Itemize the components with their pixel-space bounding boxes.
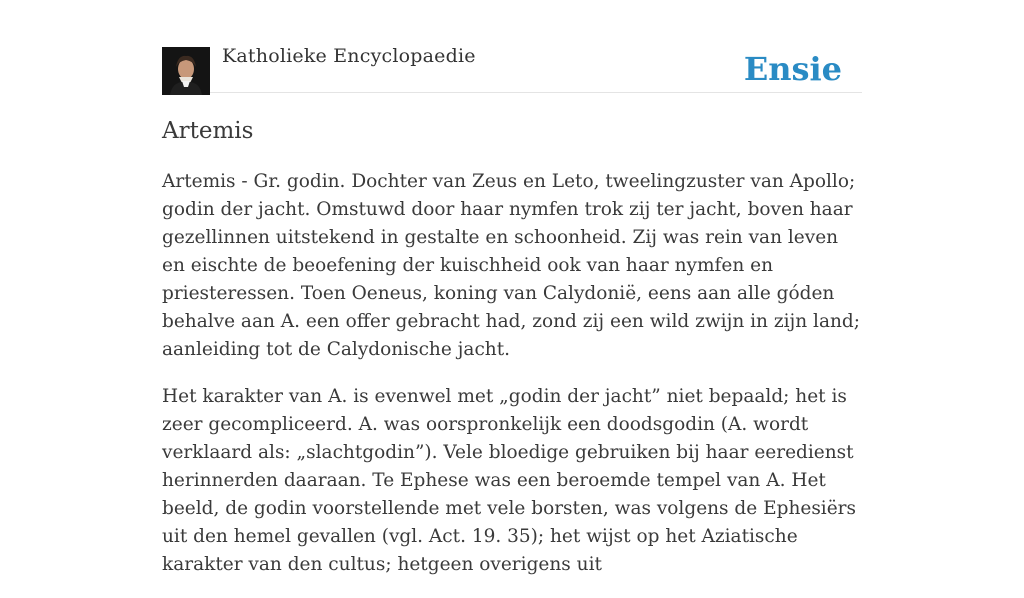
site-header [162, 0, 862, 93]
article-paragraph: Het karakter van A. is evenwel met „godin der jacht” niet bepaald; het is zeer gecompliceerd. A. was oorspronkelijk een doodsgodin (A. wordt verklaard als: „slachtgodin”). Vele bloedige gebruiken bij haar eeredienst herinnerden daaraan. Te Ephese was een beroemde tempel van A. Het beeld, de godin voorstellende met vele borsten, was volgens de Ephesiërs uit den hemel gevallen (vgl. Act. 19. 35); het wijst op het Aziatische karakter van den cultus; hetgeen overigens uit [162, 386, 857, 575]
page-container [162, 0, 862, 575]
article-body [162, 168, 862, 598]
avatar[interactable] [162, 47, 210, 95]
brand-logo[interactable]: Ensie [743, 50, 842, 88]
article-paragraph: Artemis - Gr. godin. Dochter van Zeus en Leto, tweelingzuster van Apollo; godin der jacht. Omstuwd door haar nymfen trok zij ter jacht, boven haar gezellinnen uitstekend in gestalte en schoonheid. Zij was rein van leven en eischte de beoefening der kuischheid ook van haar nymfen en priesteressen. Toen Oeneus, koning van Calydonië, eens aan alle góden behalve aan A. een offer gebracht had, zond zij een wild zwijn in zijn land; aanleiding tot de Calydonische jacht. [162, 171, 860, 360]
page-title: Artemis [162, 118, 254, 144]
site-title[interactable]: Katholieke Encyclopaedie [222, 45, 476, 67]
portrait-icon [162, 47, 210, 95]
